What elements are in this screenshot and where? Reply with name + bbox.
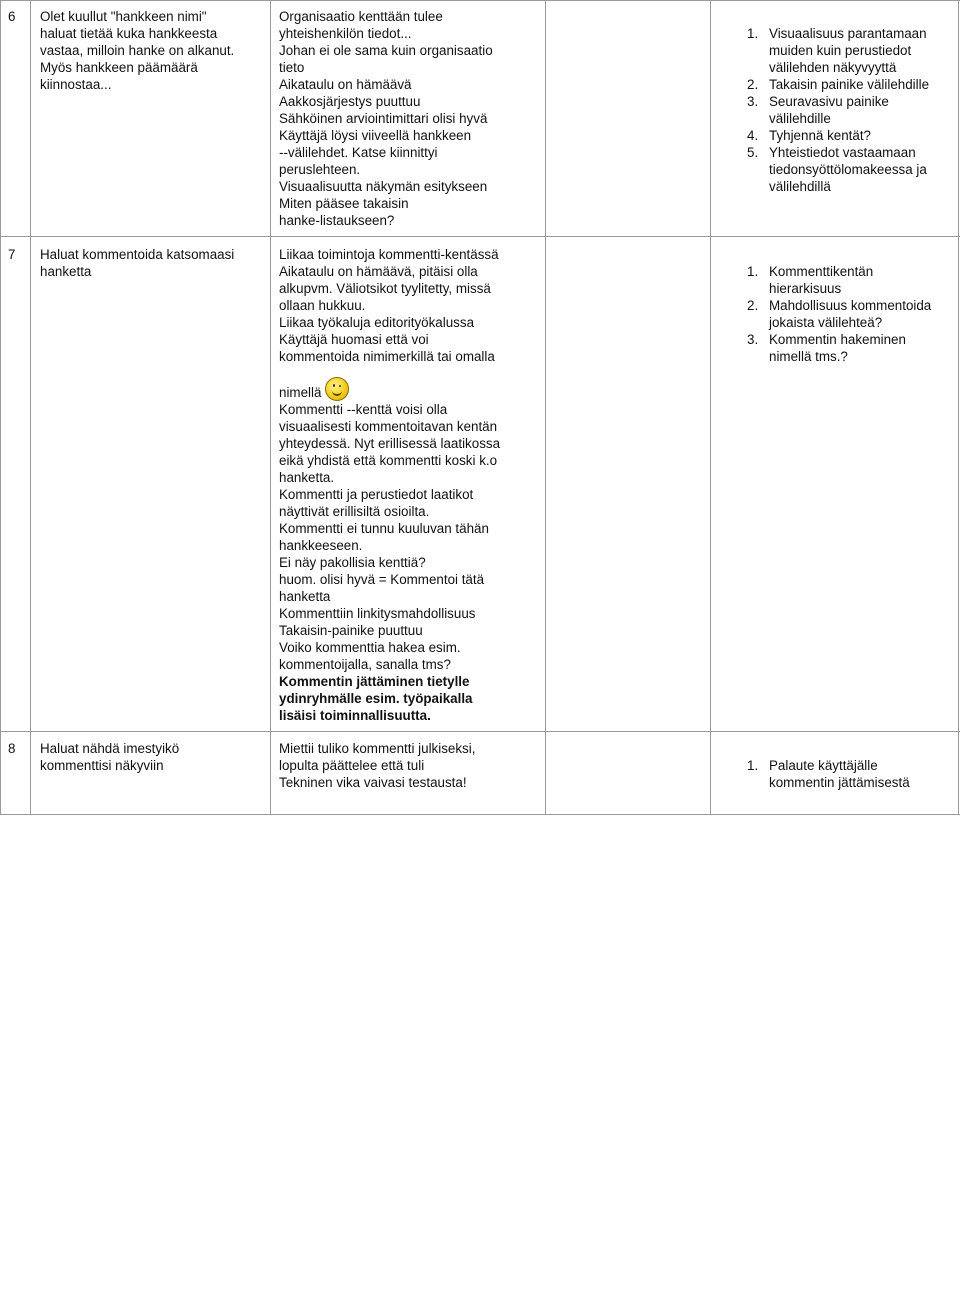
observation-line: Voiko kommenttia hakea esim. — [279, 640, 461, 655]
observation-line: Organisaatio kenttään tulee — [279, 9, 443, 24]
table-bottom-border — [0, 814, 960, 815]
list-item-number: 1. — [747, 758, 759, 773]
list-item-text: Visuaalisuus parantamaan — [769, 26, 927, 41]
observation-line: kommentoida nimimerkillä tai omalla — [279, 349, 495, 364]
smiley-line — [279, 377, 500, 401]
observation-line: hanketta. — [279, 470, 335, 485]
observations-cell — [279, 740, 475, 791]
observations-cell — [279, 246, 500, 724]
observation-line: Sähköinen arviointimittari olisi hyvä — [279, 111, 488, 126]
list-item — [747, 25, 929, 76]
observation-line: alkupvm. Väliotsikot tyylitetty, missä — [279, 281, 491, 296]
observation-line: Aakkosjärjestys puuttuu — [279, 94, 421, 109]
observation-line: Liikaa työkaluja editorityökalussa — [279, 315, 475, 330]
list-item-text: tiedonsyöttölomakeessa ja — [769, 162, 927, 177]
list-item-text: jokaista välilehteä? — [769, 315, 883, 330]
need-text-line: Haluat nähdä imestyikö — [40, 741, 180, 756]
need-text-line: vastaa, milloin hanke on alkanut. — [40, 43, 235, 58]
list-item-number: 3. — [747, 94, 759, 109]
row-divider-6-7 — [0, 236, 960, 237]
suggestion-list — [747, 757, 910, 791]
list-item-number: 5. — [747, 145, 759, 160]
observation-line: Kommentti --kenttä voisi olla — [279, 402, 448, 417]
observation-line: lopulta päättelee että tuli — [279, 758, 425, 773]
observation-line: hanketta — [279, 589, 331, 604]
observation-line: peruslehteen. — [279, 162, 361, 177]
list-item-text: hierarkisuus — [769, 281, 842, 296]
observation-line: näyttivät erillisiltä osioilta. — [279, 504, 430, 519]
list-item-text: Takaisin painike välilehdille — [769, 77, 930, 92]
list-item-number: 1. — [747, 26, 759, 41]
observation-line: Johan ei ole sama kuin organisaatio — [279, 43, 493, 58]
observation-line: eikä yhdistä että kommentti koski k.o — [279, 453, 498, 468]
observation-line: Miten pääsee takaisin — [279, 196, 409, 211]
need-cell — [40, 740, 179, 774]
list-item-text: välilehden näkyvyyttä — [769, 60, 897, 75]
suggestions-cell — [747, 263, 931, 365]
observation-line: Tekninen vika vaivasi testausta! — [279, 775, 467, 790]
need-text-line: haluat tietää kuka hankkeesta — [40, 26, 218, 41]
row-number: 6 — [8, 9, 16, 24]
observation-line: nimellä — [279, 385, 322, 400]
observation-line: Aikataulu on hämäävä — [279, 77, 412, 92]
suggestion-list — [747, 25, 929, 195]
observation-line: Liikaa toimintoja kommentti-kentässä — [279, 247, 499, 262]
winking-smiley-icon — [325, 377, 349, 401]
list-item-text: Seuravasivu painike — [769, 94, 889, 109]
list-item-text: Mahdollisuus kommentoida — [769, 298, 932, 313]
observation-line-bold: Kommentin jättäminen tietylle — [279, 674, 470, 689]
list-item-text: kommentin jättämisestä — [769, 775, 910, 790]
list-item-text: välilehdillä — [769, 179, 831, 194]
list-item-text: Tyhjennä kentät? — [769, 128, 871, 143]
row-number: 8 — [8, 741, 16, 756]
observation-line: Ei näy pakollisia kenttiä? — [279, 555, 426, 570]
observation-line: kommentoijalla, sanalla tms? — [279, 657, 451, 672]
list-item-number: 3. — [747, 332, 759, 347]
list-item-text: Kommenttikentän — [769, 264, 874, 279]
col-divider-obs — [545, 0, 546, 815]
need-text-line: Olet kuullut "hankkeen nimi" — [40, 9, 207, 24]
observation-line: Visuaalisuutta näkymän esitykseen — [279, 179, 488, 194]
observation-line: yhteydessä. Nyt erillisessä laatikossa — [279, 436, 501, 451]
table-left-border — [0, 0, 1, 815]
observation-line: Takaisin-painike puuttuu — [279, 623, 423, 638]
observation-line-bold: ydinryhmälle esim. työpaikalla — [279, 691, 473, 706]
observation-line: Aikataulu on hämäävä, pitäisi olla — [279, 264, 478, 279]
list-item-number: 2. — [747, 77, 759, 92]
suggestion-list — [747, 263, 931, 365]
need-text-line: kommenttisi näkyviin — [40, 758, 164, 773]
observation-line: Kommentti ei tunnu kuuluvan tähän — [279, 521, 489, 536]
observation-line: visuaalisesti kommentoitavan kentän — [279, 419, 498, 434]
list-item-text: välilehdille — [769, 111, 831, 126]
list-item — [747, 297, 931, 331]
col-divider-empty — [710, 0, 711, 815]
row-divider-7-8 — [0, 731, 960, 732]
need-text-line: Haluat kommentoida katsomaasi — [40, 247, 235, 262]
observation-line: yhteishenkilön tiedot... — [279, 26, 412, 41]
observations-cell — [279, 8, 493, 229]
observation-line: Kommenttiin linkitysmahdollisuus — [279, 606, 476, 621]
list-item-text: muiden kuin perustiedot — [769, 43, 912, 58]
list-item-text: nimellä tms.? — [769, 349, 848, 364]
suggestions-cell — [747, 25, 929, 195]
list-item — [747, 127, 929, 144]
list-item — [747, 757, 910, 791]
observation-line: hankkeeseen. — [279, 538, 363, 553]
observation-line: huom. olisi hyvä = Kommentoi tätä — [279, 572, 485, 587]
row-number: 7 — [8, 247, 16, 262]
observation-line: tieto — [279, 60, 305, 75]
need-text-line: Myös hankkeen päämäärä — [40, 60, 198, 75]
suggestions-cell — [747, 757, 910, 791]
list-item-text: Kommentin hakeminen — [769, 332, 906, 347]
list-item — [747, 76, 929, 93]
observation-line: Miettii tuliko kommentti julkiseksi, — [279, 741, 476, 756]
list-item — [747, 263, 931, 297]
table-right-border — [958, 0, 959, 815]
col-divider-need — [270, 0, 271, 815]
observation-line-bold: lisäisi toiminnallisuutta. — [279, 708, 431, 723]
need-cell — [40, 246, 234, 280]
need-text-line: hanketta — [40, 264, 92, 279]
observation-line: Käyttäjä huomasi että voi — [279, 332, 429, 347]
list-item-text: Yhteistiedot vastaamaan — [769, 145, 916, 160]
list-item-text: Palaute käyttäjälle — [769, 758, 878, 773]
observation-line: --välilehdet. Katse kiinnittyi — [279, 145, 438, 160]
table-top-border — [0, 0, 960, 1]
list-item-number: 4. — [747, 128, 759, 143]
list-item-number: 1. — [747, 264, 759, 279]
observation-line: Kommentti ja perustiedot laatikot — [279, 487, 474, 502]
list-item-number: 2. — [747, 298, 759, 313]
observation-line: ollaan hukkuu. — [279, 298, 366, 313]
need-cell — [40, 8, 234, 93]
col-divider-num — [30, 0, 31, 815]
observation-line: hanke-listaukseen? — [279, 213, 395, 228]
observation-line: Käyttäjä löysi viiveellä hankkeen — [279, 128, 472, 143]
list-item — [747, 331, 931, 365]
list-item — [747, 93, 929, 127]
need-text-line: kiinnostaa... — [40, 77, 112, 92]
list-item — [747, 144, 929, 195]
